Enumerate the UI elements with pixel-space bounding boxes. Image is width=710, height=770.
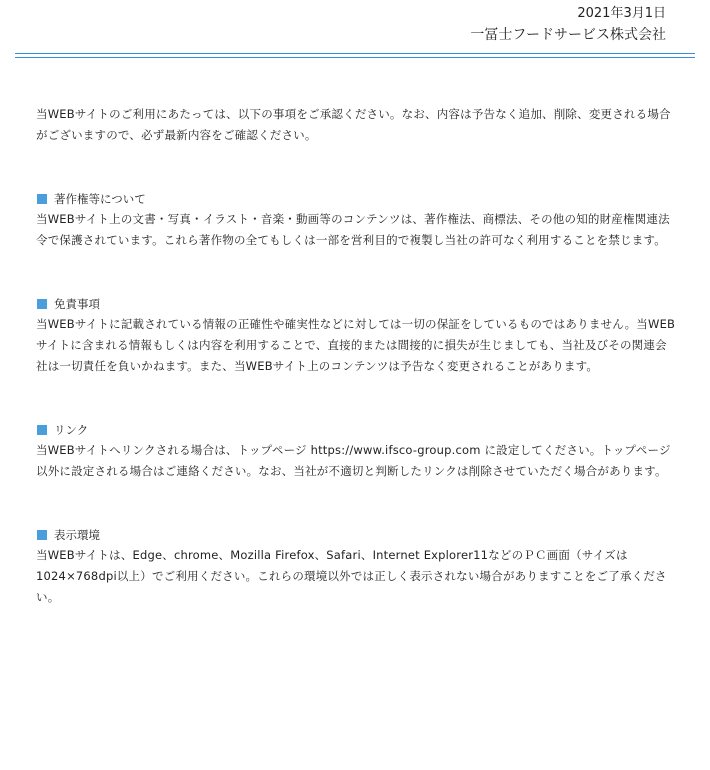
section-title: リンク <box>54 423 89 437</box>
publish-date: 2021年3月1日 <box>577 6 666 21</box>
square-bullet-icon <box>37 194 47 204</box>
square-bullet-icon <box>37 425 47 435</box>
section-heading <box>36 525 676 545</box>
section-title: 免責事項 <box>54 297 100 311</box>
section-disclaimer <box>36 294 676 377</box>
section-heading <box>36 294 676 314</box>
company-name: 一冨士フードサービス株式会社 <box>470 27 666 43</box>
header-divider-bottom <box>15 57 695 58</box>
section-body: 当WEBサイトは、Edge、chrome、Mozilla Firefox、Safari、Internet Explorer11などのＰＣ画面（サイズは1024×768dpi以上）でご利用ください。これらの環境以外では正しく表示されない場合がありますことをご了承ください。 <box>36 548 667 604</box>
header-divider-top <box>15 53 695 54</box>
section-title: 著作権等について <box>54 192 146 206</box>
section-display-environment <box>36 525 676 608</box>
terms-content <box>36 104 676 608</box>
square-bullet-icon <box>37 299 47 309</box>
section-heading <box>36 420 676 440</box>
section-heading <box>36 189 676 209</box>
square-bullet-icon <box>37 530 47 540</box>
section-body: 当WEBサイトに記載されている情報の正確性や確実性などに対しては一切の保証をしているものではありません。当WEBサイトに含まれる情報もしくは内容を利用することで、直接的または間接的に損失が生じましても、当社及びその関連会社は一切責任を負いかねます。また、当WEBサイト上のコンテンツは予告なく変更されることがあります。 <box>36 317 676 373</box>
section-body: 当WEBサイトへリンクされる場合は、トップページ https://www.ifsco-group.com に設定してください。トップページ以外に設定される場合はご連絡ください。なお、当社が不適切と判断したリンクは削除させていただく場合があります。 <box>36 443 671 478</box>
section-copyright <box>36 189 676 251</box>
section-body: 当WEBサイト上の文書・写真・イラスト・音楽・動画等のコンテンツは、著作権法、商標法、その他の知的財産権関連法令で保護されています。これら著作物の全てもしくは一部を営利目的で複製し当社の許可なく利用することを禁じます。 <box>36 212 670 247</box>
section-title: 表示環境 <box>54 528 100 542</box>
section-links <box>36 420 676 482</box>
intro-text: 当WEBサイトのご利用にあたっては、以下の事項をご承認ください。なお、内容は予告なく追加、削除、変更される場合がございますので、必ず最新内容をご確認ください。 <box>36 107 671 142</box>
